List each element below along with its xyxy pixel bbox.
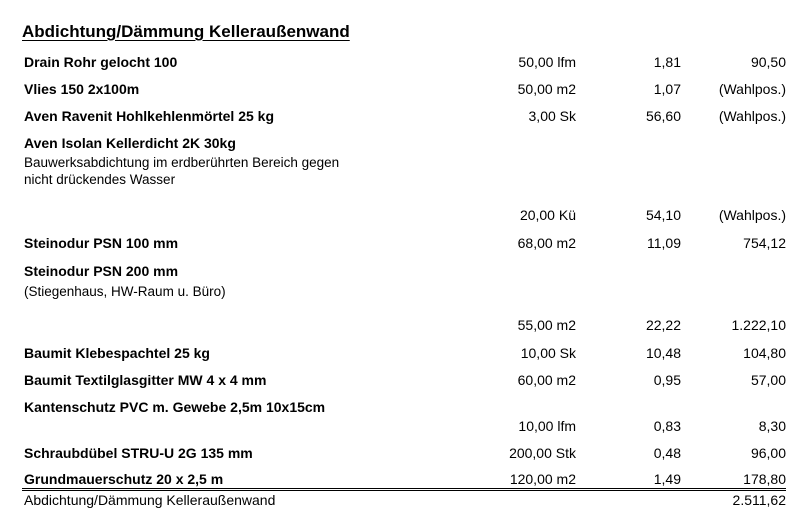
item-quantity: 200,00 Stk: [509, 445, 576, 461]
item-quantity: 10,00 lfm: [518, 418, 576, 434]
item-total: 8,30: [758, 418, 786, 434]
item-quantity: 60,00 m2: [517, 372, 576, 388]
item-description: nicht drückendes Wasser: [24, 172, 176, 187]
item-unit-price: 1,07: [653, 81, 681, 97]
item-quantity: 68,00 m2: [517, 235, 576, 251]
item-unit-price: 1,81: [653, 54, 681, 70]
item-quantity: 20,00 Kü: [519, 207, 576, 223]
item-unit-price: 56,60: [645, 108, 681, 124]
item-name: Baumit Textilglasgitter MW 4 x 4 mm: [24, 372, 267, 388]
item-total: 57,00: [750, 372, 786, 388]
summary-total: 2.511,62: [732, 492, 786, 508]
item-quantity: 120,00 m2: [509, 471, 576, 487]
item-unit-price: 11,09: [647, 235, 681, 251]
item-quantity: 50,00 lfm: [518, 54, 576, 70]
item-name: Vlies 150 2x100m: [24, 81, 140, 97]
item-name: Kantenschutz PVC m. Gewebe 2,5m 10x15cm: [24, 399, 326, 415]
item-unit-price: 0,83: [653, 418, 681, 434]
item-description: (Stiegenhaus, HW-Raum u. Büro): [24, 284, 226, 299]
item-quantity: 3,00 Sk: [528, 108, 576, 124]
summary-label: Abdichtung/Dämmung Kelleraußenwand: [24, 492, 276, 508]
item-description: Bauwerksabdichtung im erdberührten Bereich gegen: [24, 155, 340, 170]
item-total: 90,50: [750, 54, 786, 70]
summary-divider: [22, 488, 786, 489]
item-total: 96,00: [750, 445, 786, 461]
item-unit-price: 10,48: [645, 345, 681, 361]
item-unit-price: 0,95: [653, 372, 681, 388]
item-total: 104,80: [743, 345, 786, 361]
item-total: 1.222,10: [731, 317, 786, 333]
section-heading: Abdichtung/Dämmung Kelleraußenwand: [22, 22, 350, 41]
item-unit-price: 54,10: [645, 207, 681, 223]
item-name: Schraubdübel STRU-U 2G 135 mm: [24, 445, 253, 461]
item-unit-price: 0,48: [653, 445, 681, 461]
item-name: Steinodur PSN 200 mm: [24, 263, 179, 279]
item-total: (Wahlpos.): [718, 207, 786, 223]
item-name: Aven Isolan Kellerdicht 2K 30kg: [24, 135, 236, 151]
item-quantity: 10,00 Sk: [520, 345, 576, 361]
item-name: Drain Rohr gelocht 100: [24, 54, 178, 70]
item-total: (Wahlpos.): [718, 81, 786, 97]
item-total: (Wahlpos.): [718, 108, 786, 124]
item-total: 178,80: [743, 471, 786, 487]
item-unit-price: 22,22: [645, 317, 681, 333]
item-quantity: 50,00 m2: [517, 81, 576, 97]
item-name: Steinodur PSN 100 mm: [24, 235, 179, 251]
item-name: Aven Ravenit Hohlkehlenmörtel 25 kg: [24, 108, 274, 124]
item-name: Grundmauerschutz 20 x 2,5 m: [24, 471, 224, 487]
item-unit-price: 1,49: [653, 471, 681, 487]
item-name: Baumit Klebespachtel 25 kg: [24, 345, 210, 361]
summary-divider: [22, 490, 786, 491]
item-total: 754,12: [743, 235, 786, 251]
item-quantity: 55,00 m2: [517, 317, 576, 333]
